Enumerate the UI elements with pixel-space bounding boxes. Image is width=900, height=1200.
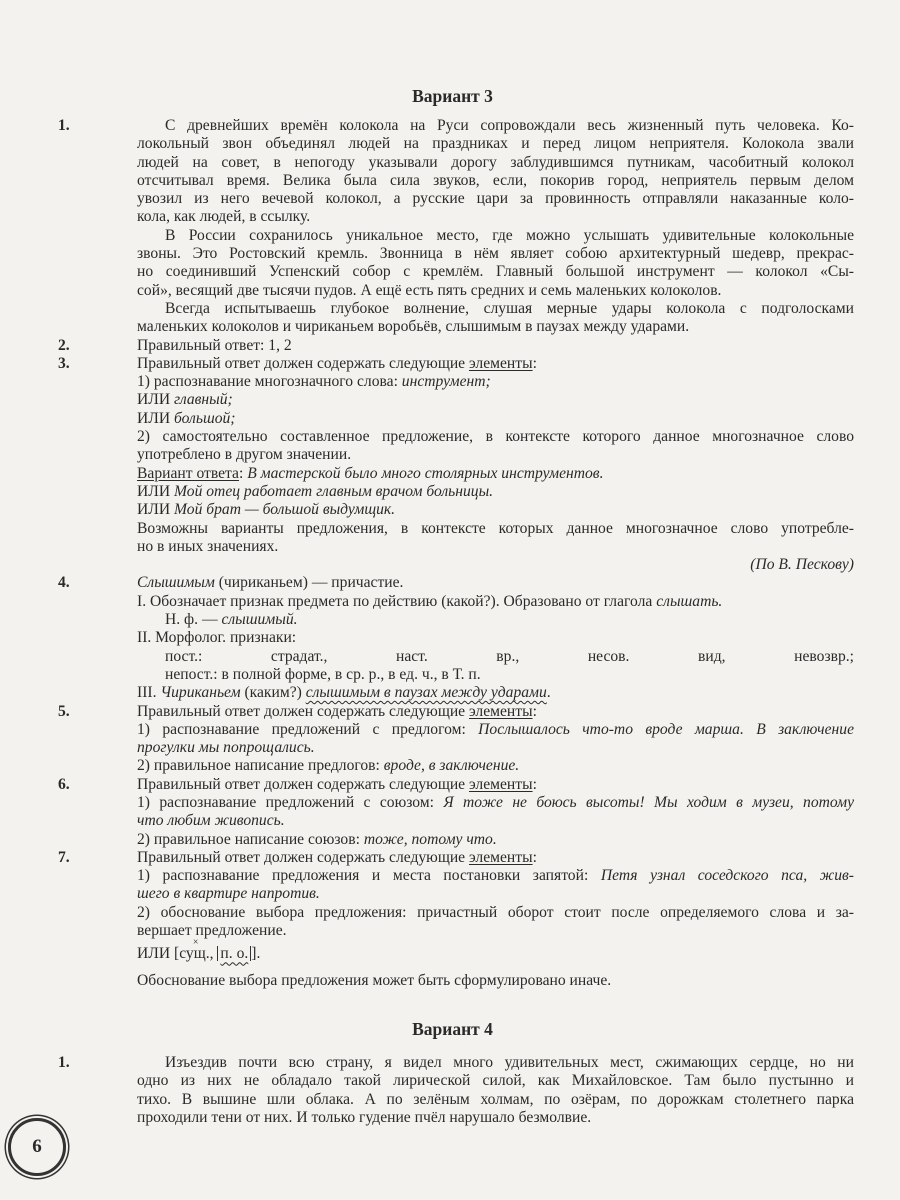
answer-item xyxy=(58,574,854,702)
text-segment: (каким?) xyxy=(240,684,306,702)
text-segment: Правильный ответ должен содержать следующие xyxy=(137,775,470,793)
text-block xyxy=(137,629,854,647)
text-line xyxy=(137,520,854,538)
text-line xyxy=(137,721,854,739)
text-line xyxy=(137,245,854,263)
text-line xyxy=(137,391,854,409)
text-block xyxy=(137,117,854,227)
text-segment: Изъездив почти всю страну, я видел много удивительных мест, сжимающих сердце, но ни xyxy=(165,1054,854,1071)
text-line xyxy=(137,885,854,903)
text-block xyxy=(137,867,854,904)
text-block xyxy=(137,849,854,867)
italic-text: (По В. Пескову) xyxy=(750,556,854,574)
text-segment: ИЛИ xyxy=(137,501,174,519)
text-block xyxy=(137,373,854,391)
answer-item xyxy=(58,117,854,337)
text-segment: ]. xyxy=(251,945,261,963)
text-segment: , xyxy=(209,945,218,963)
text-line xyxy=(137,1072,854,1090)
answer-number: 4. xyxy=(58,574,70,592)
text-line xyxy=(137,1109,854,1127)
text-segment: ИЛИ xyxy=(137,391,174,409)
italic-text: тоже, потому что. xyxy=(363,830,497,848)
italic-text: Мой отец работает главным врачом больницы. xyxy=(174,482,494,500)
italic-text: Слышимым xyxy=(137,574,215,592)
text-block xyxy=(137,972,854,990)
text-block xyxy=(137,520,854,557)
text-line xyxy=(137,172,854,190)
text-line xyxy=(137,574,854,592)
text-segment: III. xyxy=(137,684,161,702)
underlined-text: Вариант ответа xyxy=(137,464,239,482)
text-line xyxy=(137,227,854,245)
answer-item xyxy=(58,337,854,355)
text-line xyxy=(137,190,854,208)
text-line xyxy=(137,739,854,757)
text-block xyxy=(137,574,854,592)
answer-item xyxy=(58,849,854,990)
text-block xyxy=(137,757,854,775)
text-segment: 1) распознавание предложений с предлогом: xyxy=(137,720,479,738)
underlined-text: элементы xyxy=(469,702,533,720)
text-segment: проходили тени от них. И только гудение пчёл нарушало безмолвие. xyxy=(137,1108,592,1126)
answer-number: 1. xyxy=(58,1054,70,1071)
text-segment: I. Обозначает признак предмета по действию (какой?). Образовано от глагола xyxy=(137,592,657,610)
text-line xyxy=(137,446,854,464)
text-block xyxy=(137,794,854,831)
text-block xyxy=(137,904,854,941)
text-segment: Правильный ответ должен содержать следующие xyxy=(137,702,470,720)
text-segment: . xyxy=(546,684,551,702)
text-line xyxy=(137,629,854,647)
text-line xyxy=(137,117,854,135)
text-segment: Н. ф. — xyxy=(165,611,222,629)
text-segment: Обоснование выбора предложения может быть сформулировано иначе. xyxy=(137,971,612,989)
page-number-badge xyxy=(8,1118,66,1176)
participle-phrase-mark: п. о. xyxy=(217,946,251,961)
text-block xyxy=(137,703,854,721)
variant-4-answers xyxy=(58,1054,854,1127)
text-line xyxy=(137,263,854,281)
text-line xyxy=(137,355,854,373)
text-segment: : xyxy=(238,464,248,482)
text-segment: ИЛИ [ xyxy=(137,945,180,963)
text-line xyxy=(137,538,854,556)
text-segment: одно из них не обладало такой лирической силой, как Михайловское. Там было пустынно и xyxy=(137,1072,854,1090)
italic-text: что любим живопись. xyxy=(137,812,285,830)
text-line xyxy=(137,757,854,775)
text-block xyxy=(137,776,854,794)
text-block xyxy=(137,337,854,355)
text-block xyxy=(137,721,854,758)
italic-text: прогулки мы попрощались. xyxy=(137,739,315,757)
text-segment: Возможны варианты предложения, в контексте которых данное многозначное слово употребле- xyxy=(137,519,854,537)
italic-text: главный; xyxy=(174,391,233,409)
text-segment: людей на совет, в непогоду указывали дорогу заблудившимся путникам, часобитный колокол xyxy=(137,153,854,171)
text-block xyxy=(137,831,854,849)
italic-text: Я тоже не боюсь высоты! Мы ходим в музеи, потому xyxy=(443,793,854,811)
variant-3-title: Вариант 3 xyxy=(412,86,493,106)
text-block xyxy=(137,355,854,373)
text-segment: локольный звон объединял людей на праздниках и перед лицом неприятеля. Колокола звали xyxy=(137,135,854,153)
text-line xyxy=(137,1054,854,1072)
text-segment: ИЛИ xyxy=(137,482,174,500)
text-line xyxy=(137,154,854,172)
text-block xyxy=(137,410,854,428)
text-block xyxy=(137,465,854,483)
marked-noun: × сущ. xyxy=(179,945,209,962)
text-line xyxy=(137,556,854,574)
text-line xyxy=(137,611,854,629)
text-segment: маленьких колоколов и чириканьем воробьёв, слышимым в паузах между ударами. xyxy=(137,318,690,336)
text-line xyxy=(137,812,854,830)
text-segment: 2) обоснование выбора предложения: причастный оборот стоит после определяемого слова и за- xyxy=(137,903,854,921)
text-line xyxy=(137,483,854,501)
text-segment: 1) распознавание предложений с союзом: xyxy=(137,793,444,811)
text-segment: Правильный ответ: 1, 2 xyxy=(137,336,292,354)
text-segment: отсчитывал время. Велика была сила звуков, если, покорив город, неприятель первым делом xyxy=(137,171,854,189)
text-segment: Всегда испытываешь глубокое волнение, слушая мерные удары колокола с подголосками xyxy=(165,299,854,317)
text-block xyxy=(137,556,854,574)
text-block xyxy=(137,593,854,611)
text-segment: тихо. В вышине шли облака. А по зелёным холмам, по озёрам, по дорожкам столетнего парка xyxy=(137,1090,854,1108)
text-block xyxy=(137,501,854,519)
text-segment: : xyxy=(532,775,537,793)
text-segment: пост.: страдат., наст. вр., несов. вид, невозвр.; xyxy=(165,647,854,665)
text-line xyxy=(137,703,854,721)
text-line xyxy=(137,972,854,990)
text-line xyxy=(137,684,854,702)
text-segment: 2) правильное написание союзов: xyxy=(137,830,364,848)
answer-number: 7. xyxy=(58,848,70,866)
answer-item xyxy=(58,1054,854,1127)
text-segment: Правильный ответ должен содержать следующие xyxy=(137,354,470,372)
text-line xyxy=(137,831,854,849)
text-segment: II. Морфолог. признаки: xyxy=(137,629,297,647)
text-segment: звоны. Это Ростовский кремль. Звонница в нём являет собою архитектурный шедевр, прекрас- xyxy=(137,245,854,263)
italic-text: Мой брат — большой выдумщик. xyxy=(174,501,396,519)
text-line xyxy=(137,1091,854,1109)
underlined-text: элементы xyxy=(469,354,533,372)
text-block xyxy=(137,391,854,409)
italic-text: В мастерской было много столярных инструментов. xyxy=(247,464,604,482)
text-line xyxy=(137,373,854,391)
answer-number: 6. xyxy=(58,775,70,793)
text-segment: сой», весящий две тысячи пудов. А ещё есть пять средних и семь маленьких колоколов. xyxy=(137,281,722,299)
text-block xyxy=(137,611,854,629)
text-segment: увозил из него вечевой колокол, а русские цари за провинность отправляли наказанные коло- xyxy=(137,190,854,208)
text-block xyxy=(137,483,854,501)
answer-number: 2. xyxy=(58,336,70,354)
italic-text: Чириканьем xyxy=(160,684,241,702)
text-segment: 1) распознавание многозначного слова: xyxy=(137,373,402,391)
text-segment: 1) распознавание предложения и места постановки запятой: xyxy=(137,867,601,885)
text-segment: употреблено в другом значении. xyxy=(137,446,352,464)
text-block xyxy=(137,428,854,465)
text-line xyxy=(137,135,854,153)
text-segment: В России сохранилось уникальное место, где можно услышать удивительные колокольные xyxy=(165,226,854,244)
text-line xyxy=(137,428,854,446)
text-segment: : xyxy=(532,354,537,372)
underlined-text: элементы xyxy=(469,775,533,793)
text-line xyxy=(137,318,854,336)
italic-text: шего в квартире напротив. xyxy=(137,885,320,903)
answer-item xyxy=(58,776,854,849)
text-segment: кола, как людей, в ссылку. xyxy=(137,208,311,226)
text-line xyxy=(137,337,854,355)
wavy-underlined-text: слышимым в паузах между ударами xyxy=(305,684,547,702)
text-block xyxy=(137,1054,854,1127)
text-line xyxy=(137,922,854,940)
text-block xyxy=(137,648,854,685)
text-line xyxy=(137,666,854,684)
answer-item xyxy=(58,703,854,776)
text-line xyxy=(137,410,854,428)
text-segment: 2) самостоятельно составленное предложение, в контексте которого данное многозначное слово xyxy=(137,428,854,446)
text-line xyxy=(137,794,854,812)
italic-text: инструмент; xyxy=(401,373,491,391)
text-line xyxy=(137,648,854,666)
italic-text: Послышалось что-то вроде марша. В заключение xyxy=(478,720,854,738)
answer-number: 3. xyxy=(58,354,70,372)
italic-text: вроде, в заключение. xyxy=(383,757,520,775)
text-segment: непост.: в полной форме, в ср. р., в ед. ч., в Т. п. xyxy=(165,665,481,683)
text-segment: ИЛИ xyxy=(137,409,174,427)
text-line xyxy=(137,904,854,922)
text-block xyxy=(137,227,854,300)
text-line xyxy=(137,867,854,885)
italic-text: слышимый. xyxy=(221,611,298,629)
text-line xyxy=(137,501,854,519)
text-block xyxy=(137,945,854,963)
italic-text: слышать. xyxy=(656,592,723,610)
text-line xyxy=(137,208,854,226)
text-segment: вершает предложение. xyxy=(137,922,287,940)
text-segment: но в иных значениях. xyxy=(137,537,279,555)
page-number: 6 xyxy=(32,1136,42,1157)
variant-4-title: Вариант 4 xyxy=(412,1019,493,1039)
italic-text: Петя узнал соседского пса, жив- xyxy=(600,867,854,885)
answer-item xyxy=(58,355,854,575)
text-line xyxy=(137,849,854,867)
text-segment: (чириканьем) — причастие. xyxy=(214,574,404,592)
text-segment: : xyxy=(532,702,537,720)
text-segment: 2) правильное написание предлогов: xyxy=(137,757,384,775)
text-segment: Правильный ответ должен содержать следующие xyxy=(137,848,470,866)
text-line xyxy=(137,282,854,300)
italic-text: большой; xyxy=(174,409,236,427)
text-line xyxy=(137,945,854,963)
text-block xyxy=(137,300,854,337)
underlined-text: элементы xyxy=(469,848,533,866)
answer-number: 5. xyxy=(58,702,70,720)
text-segment: но соединивший Успенский собор с кремлём. Главный большой инструмент — колокол «Сы- xyxy=(137,263,854,281)
text-segment: : xyxy=(532,848,537,866)
variant-3-answers xyxy=(58,117,854,990)
text-segment: С древнейших времён колокола на Руси сопровождали весь жизненный путь человека. Ко- xyxy=(165,117,854,134)
text-line xyxy=(137,465,854,483)
text-line xyxy=(137,300,854,318)
text-block xyxy=(137,684,854,702)
text-line xyxy=(137,593,854,611)
answer-number: 1. xyxy=(58,117,70,134)
text-line xyxy=(137,776,854,794)
